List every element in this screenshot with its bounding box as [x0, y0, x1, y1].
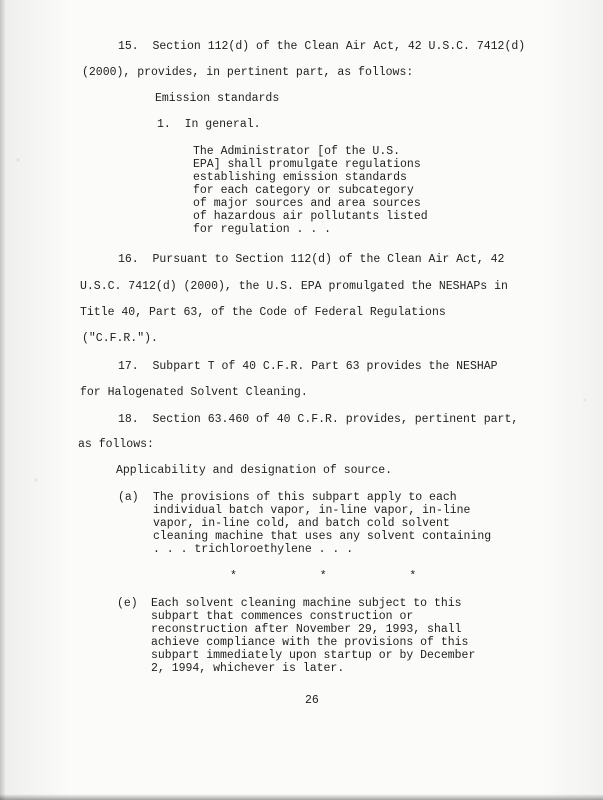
- quote2-a-label: (a): [118, 491, 139, 504]
- para16-line1: 16. Pursuant to Section 112(d) of the Clean Air Act, 42: [118, 253, 505, 266]
- para15-line1: 15. Section 112(d) of the Clean Air Act, 42 U.S.C. 7412(d): [118, 40, 526, 53]
- para17-line2: for Halogenated Solvent Cleaning.: [80, 386, 308, 399]
- quote2-e-label: (e): [117, 597, 138, 610]
- quote2-a-line: individual batch vapor, in-line vapor, in-line: [153, 504, 471, 517]
- para16-line3: Title 40, Part 63, of the Code of Federal Regulations: [80, 306, 446, 319]
- quote2-e-line: subpart that commences construction or: [151, 610, 414, 623]
- quote2-e-line: Each solvent cleaning machine subject to this: [151, 597, 462, 610]
- scan-left-edge: [0, 0, 6, 800]
- para15-line2: (2000), provides, in pertinent part, as follows:: [82, 66, 414, 79]
- quote2-a-line: cleaning machine that uses any solvent containing: [153, 530, 492, 543]
- scan-bottom-edge: [0, 794, 603, 800]
- quote1-line: establishing emission standards: [193, 171, 407, 184]
- para16-line2: U.S.C. 7412(d) (2000), the U.S. EPA promulgated the NESHAPs in: [80, 280, 508, 293]
- quote1-heading: Emission standards: [155, 92, 280, 105]
- quote2-heading: Applicability and designation of source.: [116, 464, 393, 477]
- quote1-item: 1. In general.: [157, 118, 261, 131]
- quote2-e-line: 2, 1994, whichever is later.: [151, 662, 345, 675]
- para18-line2: as follows:: [78, 438, 154, 451]
- quote1-line: of major sources and area sources: [193, 197, 421, 210]
- quote2-a-line: vapor, in-line cold, and batch cold solvent: [153, 517, 450, 530]
- quote1-line: for each category or subcategory: [193, 184, 414, 197]
- quote2-e-line: reconstruction after November 29, 1993, shall: [151, 623, 462, 636]
- para18-line1: 18. Section 63.460 of 40 C.F.R. provides, pertinent part,: [118, 413, 519, 426]
- quote2-a-line: The provisions of this subpart apply to each: [153, 491, 457, 504]
- quote1-line: The Administrator [of the U.S.: [193, 145, 401, 158]
- page-number: 26: [305, 694, 319, 707]
- para17-line1: 17. Subpart T of 40 C.F.R. Part 63 provides the NESHAP: [118, 360, 498, 373]
- quote2-e-line: subpart immediately upon startup or by December: [151, 649, 476, 662]
- quote1-line: EPA] shall promulgate regulations: [193, 158, 421, 171]
- quote2-a-line: . . . trichloroethylene . . .: [153, 543, 354, 556]
- quote1-line: of hazardous air pollutants listed: [193, 210, 428, 223]
- section-break-asterisks: * * *: [230, 570, 417, 583]
- quote2-e-line: achieve compliance with the provisions of this: [151, 636, 469, 649]
- quote1-line: for regulation . . .: [193, 223, 332, 236]
- para16-line4: ("C.F.R.").: [82, 332, 158, 345]
